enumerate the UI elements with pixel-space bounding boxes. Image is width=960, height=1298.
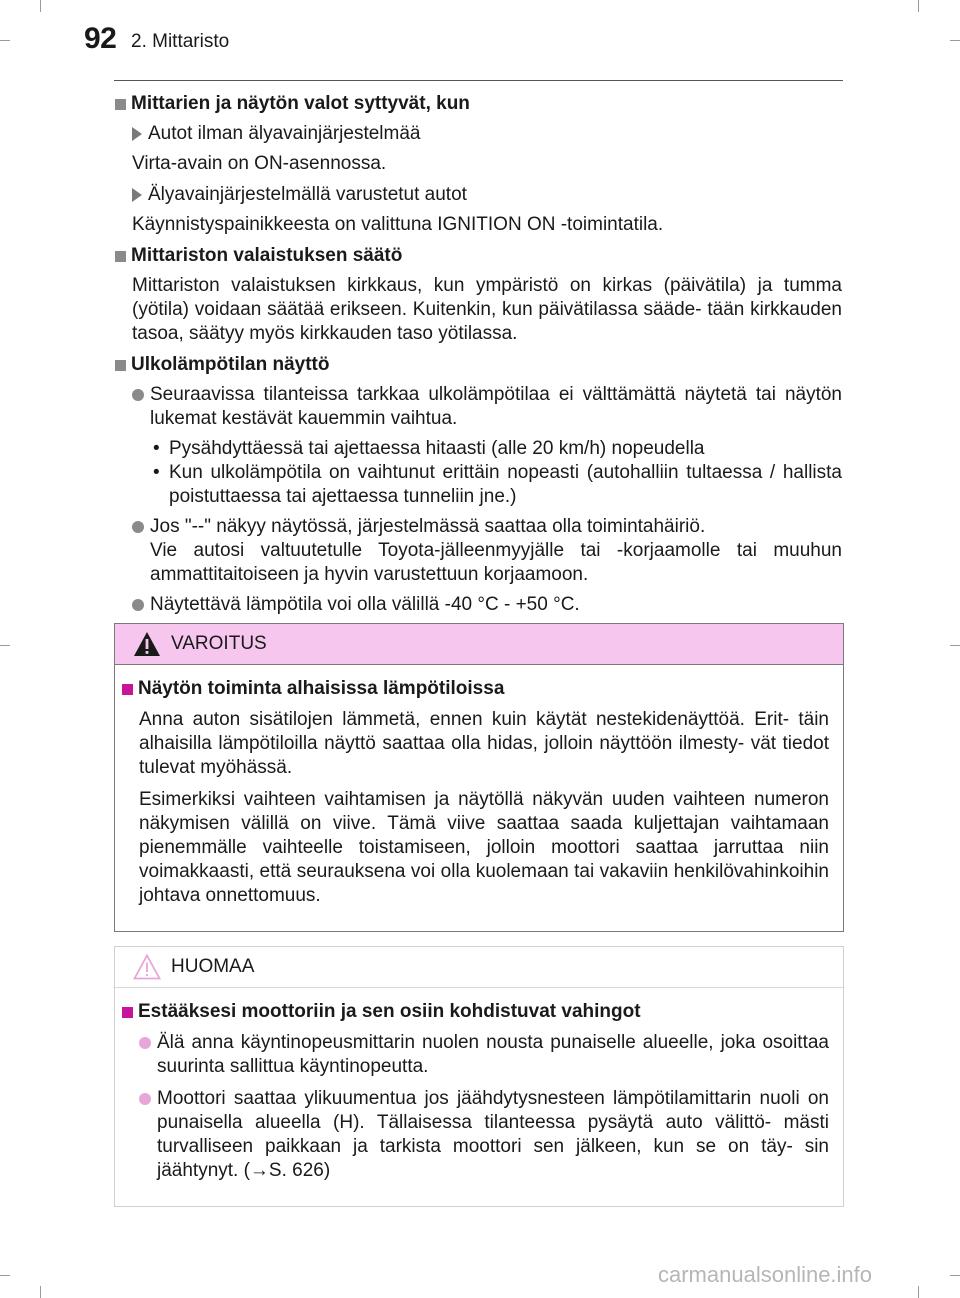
paragraph: Virta-avain on ON-asennossa. [132, 153, 387, 174]
bullet-item [114, 383, 842, 431]
notice-bullet-text: Moottori saattaa ylikuumentua jos jäähdytysnesteen lämpötilamittarin nuoli on punaisella alueella (H). Tällaisessa tilanteessa pysäytä auto välittö- mästi turvalliseen paikkaan ja tarkista moottori sen jälkeen, kun se on täy- sin jäähtynyt. (→S. 626) [157, 1088, 829, 1181]
bullet-item [114, 593, 842, 617]
warning-paragraph: Esimerkiksi vaihteen vaihtamisen ja näytöllä näkyvän uuden vaihteen numeron näkymisen välillä on viive. Tämä viive saattaa saada kuljettajan vaihtamaan pienemmälle vaihteelle toistamiseen, jolloin moottori saattaa jarruttaa niin voimakkaasti, että seurauksena voi olla kuolemaan tai vakaviin henkilövahinkoihin johtava onnettomuus. [139, 789, 829, 906]
notice-bullet [121, 1031, 829, 1079]
square-bullet-icon [115, 99, 126, 110]
sub-bullet-text: Pysähdyttäessä tai ajettaessa hitaasti (alle 20 km/h) nopeudella [169, 438, 705, 459]
warning-title [121, 677, 829, 701]
crop-mark [918, 0, 919, 12]
crop-mark [918, 1286, 919, 1298]
bullet-line: Jos "--" näkyy näytössä, järjestelmässä saattaa olla toimintahäiriö. [150, 516, 706, 537]
caution-triangle-icon [133, 954, 161, 980]
crop-mark [950, 1275, 960, 1276]
crop-mark [40, 0, 41, 12]
section-title: Mittarien ja näytön valot syttyvät, kun [131, 93, 470, 114]
crop-mark [950, 645, 960, 646]
bullet-text: Seuraavissa tilanteissa tarkkaa ulkolämpötilaa ei välttämättä näytetä tai näytön lukemat kestävät kauemmin vaihtua. [150, 384, 842, 429]
crop-mark [950, 40, 960, 41]
warning-label: VAROITUS [171, 633, 267, 654]
warning-header [115, 624, 843, 665]
section-heading [114, 92, 842, 116]
sub-heading [114, 122, 842, 146]
circle-bullet-icon [132, 389, 144, 401]
page-number: 92 [84, 22, 117, 55]
bullet-line: Vie autosi valtuutetulle Toyota-jälleenmyyjälle tai -korjaamolle tai muuhun ammattitaitoiseen ja hyvin varustettuun korjaamoon. [150, 540, 842, 585]
crop-mark [40, 1286, 41, 1298]
section-title: Mittariston valaistuksen säätö [131, 245, 403, 266]
section-title: Ulkolämpötilan näyttö [131, 354, 330, 375]
circle-bullet-icon [132, 521, 144, 533]
bullet-text: Näytettävä lämpötila voi olla välillä -40 °C - +50 °C. [150, 594, 580, 615]
section-heading [114, 244, 842, 268]
sub-bullet-item [114, 461, 842, 509]
chapter-title: 2. Mittaristo [131, 31, 230, 52]
notice-title [121, 1000, 829, 1024]
notice-header [115, 947, 843, 988]
crop-mark [0, 1275, 10, 1276]
warning-body [115, 665, 843, 908]
triangle-arrow-icon [132, 188, 142, 202]
notice-body [115, 988, 843, 1183]
square-bullet-icon [122, 1007, 133, 1018]
notice-label: HUOMAA [171, 956, 255, 977]
section-heading [114, 353, 842, 377]
paragraph: Käynnistyspainikkeesta on valittuna IGNITION ON -toimintatila. [132, 214, 664, 235]
circle-bullet-icon [139, 1037, 151, 1049]
bullet-item [114, 515, 842, 587]
sub-bullet-item [114, 437, 842, 461]
sub-heading-text: Älyavainjärjestelmällä varustetut autot [148, 184, 467, 205]
crop-mark [0, 645, 10, 646]
bullet-mark: • [153, 438, 160, 459]
sub-bullet-text: Kun ulkolämpötila on vaihtunut erittäin nopeasti (autohalliin tultaessa / hallista poistuttaessa tai ajettaessa tunneliin jne.) [169, 462, 842, 507]
main-content [114, 92, 842, 623]
circle-bullet-icon [139, 1093, 151, 1105]
sub-heading-text: Autot ilman älyavainjärjestelmää [148, 123, 421, 144]
square-bullet-icon [115, 251, 126, 262]
bullet-mark: • [153, 462, 160, 483]
warning-title-text: Näytön toiminta alhaisissa lämpötiloissa [138, 678, 505, 699]
bullet-text [150, 515, 842, 587]
triangle-arrow-icon [132, 127, 142, 141]
notice-bullet [121, 1087, 829, 1183]
crop-mark [0, 40, 10, 41]
square-bullet-icon [115, 360, 126, 371]
notice-title-text: Estääksesi moottoriin ja sen osiin kohdistuvat vahingot [138, 1001, 641, 1022]
warning-box [114, 623, 844, 932]
sub-heading [114, 183, 842, 207]
header-rule [114, 80, 843, 81]
notice-box [114, 946, 844, 1207]
notice-bullet-text: Älä anna käyntinopeusmittarin nuolen nousta punaiselle alueelle, joka osoittaa suurinta sallittua käyntinopeutta. [157, 1032, 829, 1077]
square-bullet-icon [122, 684, 133, 695]
warning-paragraph: Anna auton sisätilojen lämmetä, ennen kuin käytät nestekidenäyttöä. Erit- täin alhaisilla lämpötiloilla näyttö saattaa olla hidas, jolloin näyttöön ilmesty- vät tiedot tulevat myöhässä. [139, 709, 829, 778]
circle-bullet-icon [132, 599, 144, 611]
watermark-text: carmanualsonline.info [658, 1262, 873, 1287]
paragraph: Mittariston valaistuksen kirkkaus, kun ympäristö on kirkas (päivätila) ja tumma (yötila) voidaan säätää erikseen. Kuitenkin, kun päivätilassa sääde- tään kirkkauden tasoa, säätyy myös kirkkauden taso yötilassa. [132, 275, 842, 344]
warning-triangle-icon [133, 631, 161, 657]
